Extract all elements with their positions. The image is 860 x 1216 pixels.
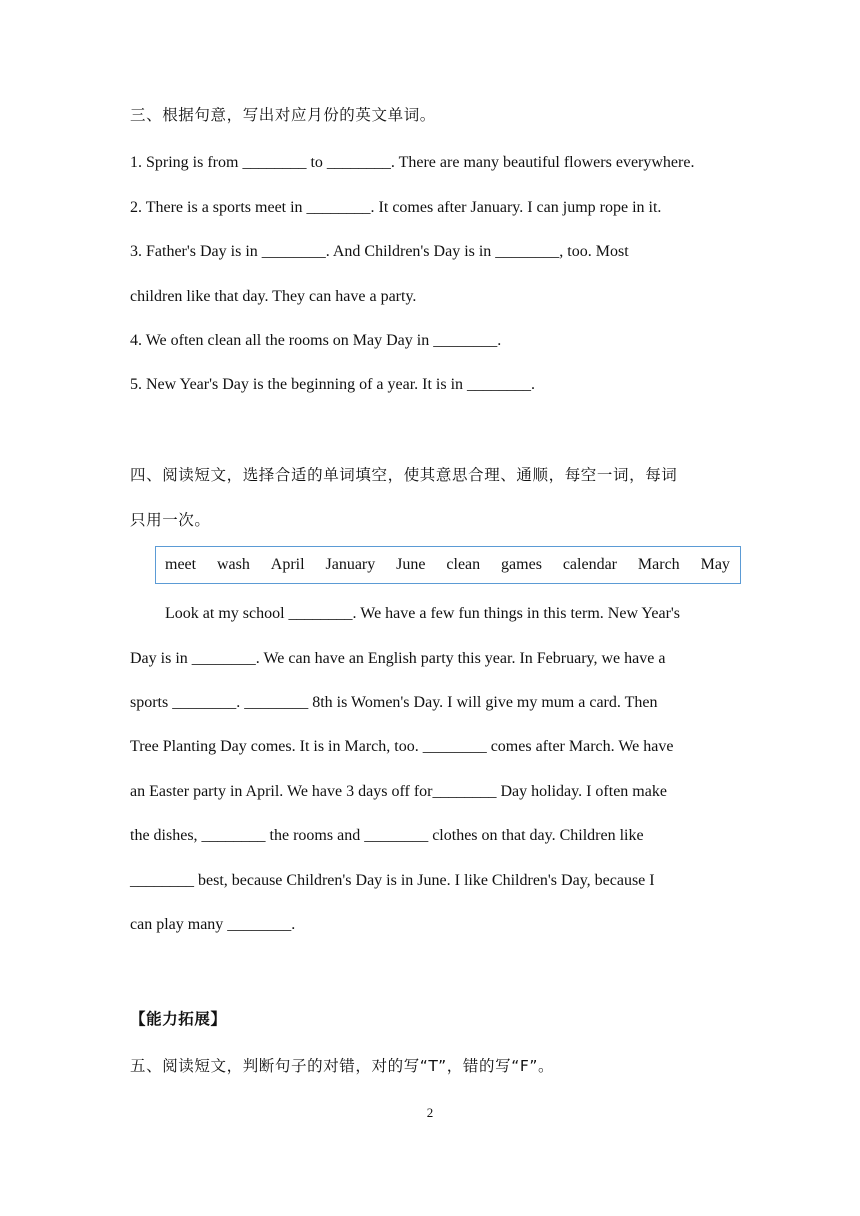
section4-heading-line-1: 四、阅读短文，选择合适的单词填空，使其意思合理、通顺，每空一词，每词 [130,466,678,484]
question-1: 1. Spring is from ________ to ________. There are many beautiful flowers everywhere. [130,154,695,171]
word-bank-item: calendar [562,556,618,573]
passage-line-8: can play many ________. [130,916,296,933]
word-bank-item: wash [217,556,250,573]
passage-line-6: the dishes, ________ the rooms and ________ clothes on that day. Children like [130,827,644,844]
page-number: 2 [426,1105,434,1120]
passage-line-7: ________ best, because Children's Day is in June. I like Children's Day, because I [130,872,655,889]
extension-heading: 【能力拓展】 [130,1010,227,1028]
question-4: 4. We often clean all the rooms on May Day in ________. [130,332,502,349]
passage-line-2: Day is in ________. We can have an English party this year. In February, we have a [130,650,666,667]
word-bank-item: January [325,556,376,573]
word-bank-item: May [700,556,730,573]
question-2: 2. There is a sports meet in ________. It comes after January. I can jump rope in it. [130,199,662,216]
question-3-line-1: 3. Father's Day is in ________. And Children's Day is in ________, too. Most [130,243,629,260]
word-bank-item: March [637,556,680,573]
word-bank-item: meet [165,556,197,573]
question-3-line-2: children like that day. They can have a party. [130,288,417,305]
passage-line-1: Look at my school ________. We have a few fun things in this term. New Year's [165,605,680,622]
word-bank-item: April [270,556,305,573]
section5-heading: 五、阅读短文，判断句子的对错，对的写“T”，错的写“F”。 [130,1057,555,1075]
word-bank-item: clean [446,556,481,573]
word-bank-box [155,546,741,584]
word-bank-item: games [501,556,542,573]
passage-line-5: an Easter party in April. We have 3 days off for________ Day holiday. I often make [130,783,667,800]
word-bank-item: June [396,556,426,573]
passage-line-4: Tree Planting Day comes. It is in March, too. ________ comes after March. We have [130,738,674,755]
question-5: 5. New Year's Day is the beginning of a year. It is in ________. [130,376,536,393]
passage-line-3: sports ________. ________ 8th is Women's Day. I will give my mum a card. Then [130,694,658,711]
section4-heading-line-2: 只用一次。 [130,511,211,529]
section3-heading: 三、根据句意，写出对应月份的英文单词。 [130,106,436,124]
